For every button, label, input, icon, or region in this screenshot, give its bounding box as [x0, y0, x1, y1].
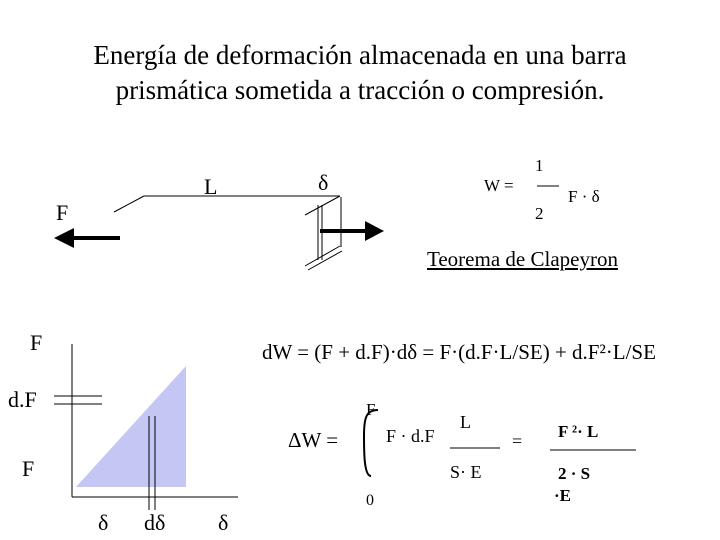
theorem-label: Teorema de Clapeyron: [427, 247, 618, 271]
integral-upper-limit: F: [366, 400, 376, 419]
integral-lower-limit: 0: [366, 492, 374, 509]
title-line-1: Energía de deformación almacenada en una barra: [93, 40, 627, 70]
integrand: F · d.F: [386, 426, 435, 446]
frac1-numerator: L: [460, 412, 471, 432]
right-arrow-head: [365, 221, 384, 241]
integral-lhs: ΔW =: [288, 428, 339, 452]
graph-delta-label: δ: [98, 510, 109, 535]
work-denominator: 2: [535, 204, 544, 223]
frac2-denominator-line2: ·E: [554, 486, 572, 505]
work-numerator: 1: [535, 156, 544, 175]
graph-total-delta-label: δ: [218, 510, 229, 535]
force-elongation-graph: [54, 344, 238, 510]
elongation-label: δ: [318, 170, 329, 195]
graph-force-label: F: [22, 456, 35, 481]
bar-diagram: [54, 196, 384, 270]
title-line-2: prismática sometida a tracción o compresión.: [115, 75, 605, 105]
work-lhs: W =: [484, 176, 514, 195]
frac1-denominator: S· E: [450, 462, 482, 482]
graph-dF-label: d.F: [8, 387, 37, 412]
graph-ddelta-label: dδ: [144, 510, 166, 535]
differential-formula: dW = (F + d.F)·dδ = F·(d.F·L/SE) + d.F²·L/SE: [262, 340, 656, 364]
length-label: L: [204, 174, 218, 199]
integral-equals: =: [512, 431, 523, 451]
frac2-numerator: F ²· L: [558, 422, 599, 441]
frac2-denominator-line1: 2 · S: [558, 464, 591, 483]
force-label: F: [56, 200, 69, 225]
bar-left-slant: [114, 196, 144, 212]
graph-y-axis-label: F: [30, 330, 43, 355]
left-arrow-head: [54, 228, 74, 248]
work-rhs: F · δ: [568, 187, 600, 206]
energy-area: [76, 366, 186, 487]
bar-hatch-3: [308, 251, 342, 270]
